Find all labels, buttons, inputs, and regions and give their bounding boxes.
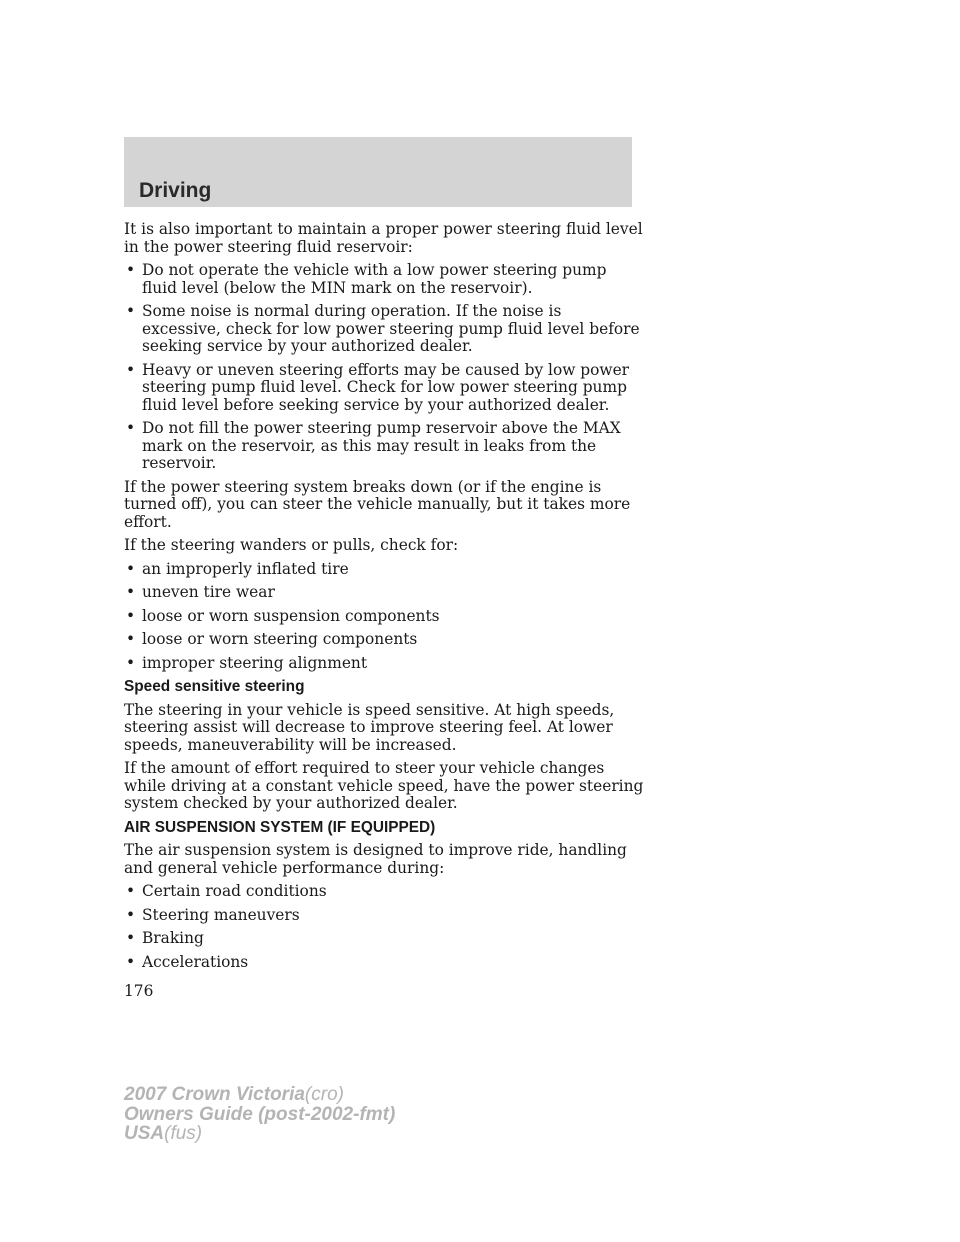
footer-line-2: Owners Guide (post-2002-fmt) [124,1103,396,1125]
page-number: 176 [124,982,154,1000]
list-item: • Some noise is normal during operation. If the noise is excessive, check for low power steering pump fluid level before seeking service by your authorized dealer. [126,302,640,355]
page-content [124,221,644,1001]
list-item: • uneven tire wear [126,583,275,601]
list-item: • Accelerations [126,952,249,971]
bullet-icon: • [126,261,136,279]
wander-intro-paragraph: If the steering wanders or pulls, check for: [124,536,459,554]
intro-paragraph: It is also important to maintain a proper power steering fluid level in the power steering fluid reservoir: [124,220,643,256]
list-item: • loose or worn suspension components [126,606,440,625]
list-item: • Steering maneuvers [126,905,300,924]
bullet-icon: • [126,630,136,648]
bullet-icon: • [126,419,136,437]
bullet-icon: • [126,952,136,971]
bullet-icon: • [126,606,136,625]
list-item: • Certain road conditions [126,882,327,900]
bullet-icon: • [126,559,136,578]
section-header-band [124,137,632,207]
section-title: Driving [139,179,212,202]
bullet-icon: • [126,583,136,601]
speed-paragraph-1: The steering in your vehicle is speed sensitive. At high speeds, steering assist will decrease to improve steering feel. At lower speeds, maneuverability will be increased. [124,700,615,754]
list-item: • an improperly inflated tire [126,559,349,578]
speed-sensitive-heading: Speed sensitive steering [124,678,305,695]
list-item: • loose or worn steering components [126,630,418,648]
wander-bullet-list [124,561,644,673]
air-bullet-list [124,883,644,971]
air-suspension-heading: AIR SUSPENSION SYSTEM (IF EQUIPPED) [124,818,436,836]
breakdown-paragraph: If the power steering system breaks down (or if the engine is turned off), you can steer the vehicle manually, but it takes more effort. [124,477,631,531]
bullet-icon: • [126,929,136,947]
list-item: • Do not operate the vehicle with a low power steering pump fluid level (below the MIN mark on the reservoir). [126,261,607,297]
speed-paragraph-2: If the amount of effort required to steer your vehicle changes while driving at a constant vehicle speed, have the power steering system checked by your authorized dealer. [124,759,644,812]
bullet-icon: • [126,302,136,320]
bullet-icon: • [126,905,136,924]
list-item: • Braking [126,929,204,947]
footer-line-3: USA(fus) [124,1123,203,1144]
footer-line-1: 2007 Crown Victoria(cro) [124,1084,344,1105]
list-item: • improper steering alignment [126,653,368,672]
bullet-icon: • [126,653,136,672]
fluid-bullet-list [124,262,644,473]
document-footer [124,1085,395,1144]
bullet-icon: • [126,360,136,379]
air-suspension-paragraph: The air suspension system is designed to improve ride, handling and general vehicle performance during: [124,841,627,877]
list-item: • Do not fill the power steering pump reservoir above the MAX mark on the reservoir, as this may result in leaks from the reservoir. [126,419,621,472]
list-item: • Heavy or uneven steering efforts may be caused by low power steering pump fluid level. Check for low power steering pump fluid level before seeking service by your authorized dealer. [126,360,630,414]
bullet-icon: • [126,882,136,900]
